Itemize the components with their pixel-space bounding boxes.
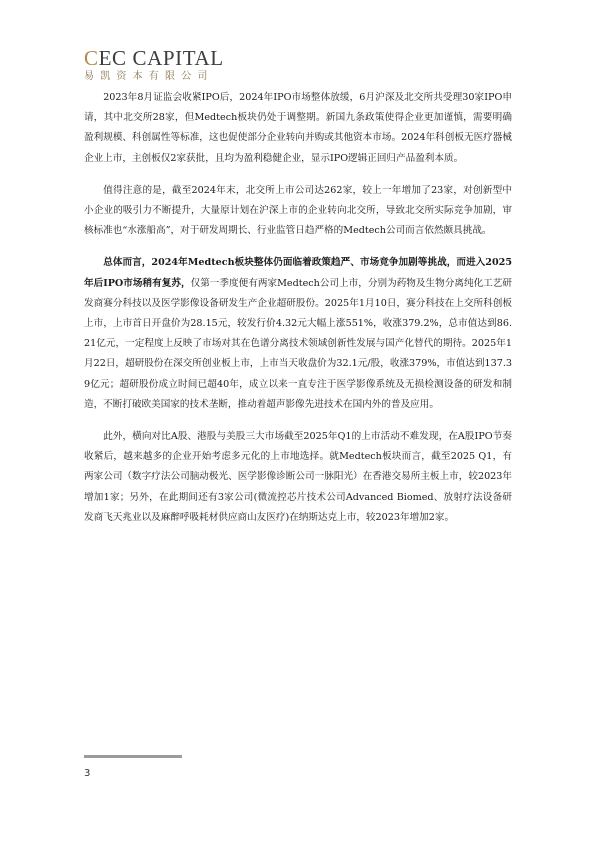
logo-accent-letter: C <box>84 46 99 70</box>
paragraph-bse-competition <box>84 181 512 242</box>
paragraph-text: 仅第一季度便有两家Medtech公司上市，分别为药物及生物分离纯化工艺研发商赛分科技以及医学影像设备研发生产企业超研股份。2025年1月10日，赛分科技在上交所科创板上市，上市首日开盘价为28.15元，较发行价4.32元大幅上涨551%，收涨379.2%，总市值达到86.21亿元，一定程度上反映了市场对其在色谱分离技术领域创新性发展与国产化替代的期待。2025年1月22日，超研股份在深交所创业板上市，上市当天收盘价为32.1元/股，收涨379%，市值达到137.39亿元；超研股份成立时间已超40年，成立以来一直专注于医学影像系统及无损检测设备的研发和制造，不断打破欧美国家的技术垄断，推动着超声影像先进技术在国内外的普及应用。 <box>84 277 512 410</box>
paragraph-text: 2023年8月证监会收紧IPO后，2024年IPO市场整体放缓，6月沪深及北交所共受理30家IPO申请，其中北交所28家，但Medtech板块仍处于调整期。新国九条政策使得企业更加谨慎，需要明确盈利规模、科创属性等标准，这也促使部分企业转向并购或其他资本市场。2024年科创板无医疗器械企业上市，主创板仅2家获批，且均为盈利稳健企业，显示IPO逻辑正回归产品盈利本质。 <box>84 92 512 164</box>
paragraph-cross-market <box>84 427 512 528</box>
footer-divider <box>84 755 182 758</box>
page-number: 3 <box>84 768 91 779</box>
document-body <box>84 88 512 540</box>
paragraph-text: 值得注意的是，截至2024年末，北交所上市公司达262家，较上一年增加了23家，对创新型中小企业的吸引力不断提升，大量原计划在沪深上市的企业转向北交所，导致北交所实际竞争加剧，审核标准也“水涨船高”，对于研发周期长、行业监管日趋严格的Medtech公司而言依然颇具挑战。 <box>84 184 512 237</box>
logo-subtitle: 易凯资本有限公司 <box>84 71 214 82</box>
paragraph-2025-recovery <box>84 253 512 415</box>
company-logo <box>84 46 284 84</box>
paragraph-bold-lead: 总体而言，2024年Medtech板块整体仍面临着政策趋严、市场竞争加剧等挑战，而进入2025年后IPO市场稍有复苏， <box>84 257 512 289</box>
logo-wordmark <box>84 46 284 70</box>
paragraph-ipo-slowdown <box>84 88 512 169</box>
paragraph-text: 此外，横向对比A股、港股与美股三大市场截至2025年Q1的上市活动不难发现，在A股IPO节奏收紧后，越来越多的企业开始考虑多元化的上市地选择。就Medtech板块而言，截至2025 Q1，有两家公司（数字疗法公司脑动极光、医学影像诊断公司一脉阳光）在香港交易所主板上市，较2023年增加1家；另外，在此期间还有3家公司(微流控芯片技术公司Advanced Biomed、放射疗法设备研发商飞天兆业以及麻醉呼吸耗材供应商山友医疗)在纳斯达克上市，较2023年增加2家。 <box>84 431 512 523</box>
logo-name-rest: EC CAPITAL <box>98 46 224 70</box>
